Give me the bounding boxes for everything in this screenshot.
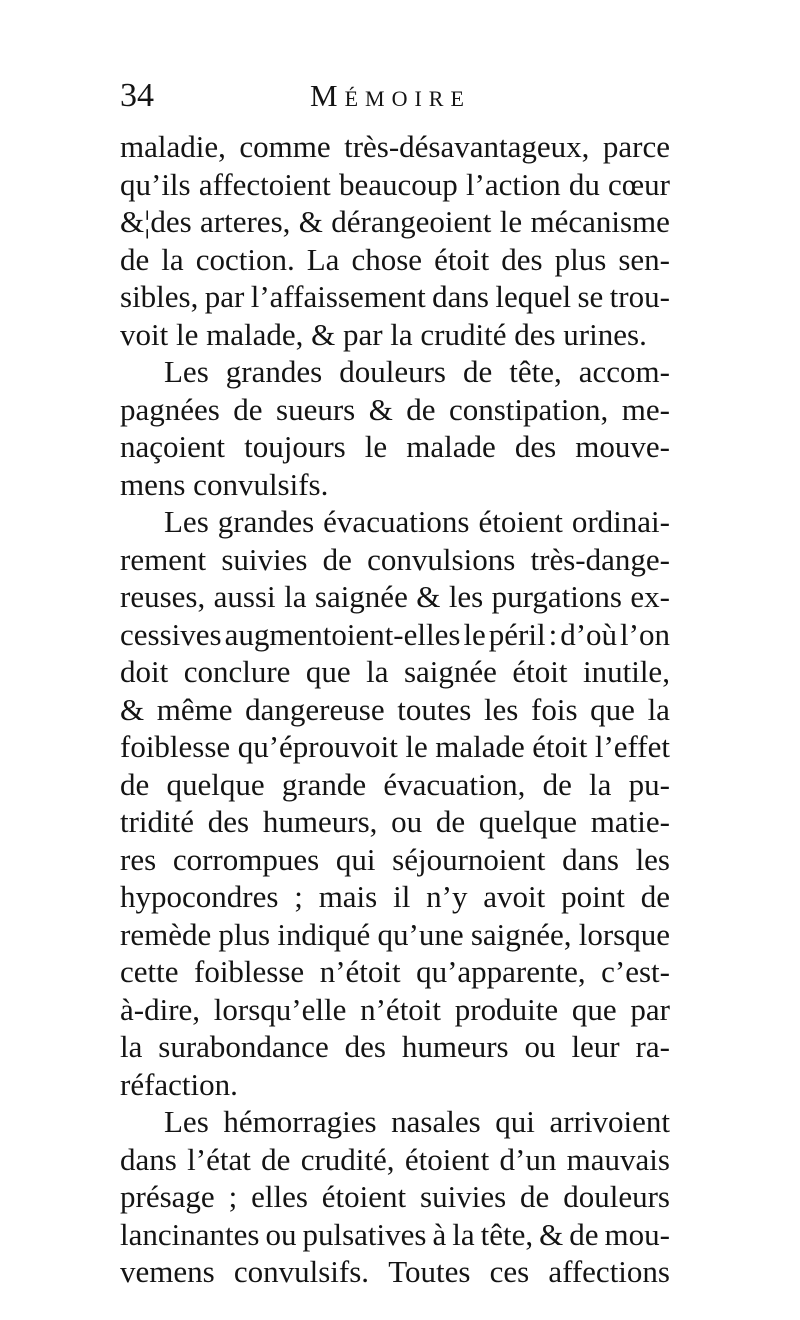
text-line: tridité des humeurs, ou de quelque matie-	[120, 804, 670, 839]
text-line: naçoient toujours le malade des mouve-	[120, 429, 670, 464]
text-line: réfaction.	[120, 1066, 238, 1102]
page-header	[120, 76, 680, 120]
text-line: &¦des arteres, & dérangeoient le mécanisme	[120, 204, 670, 239]
paragraph	[120, 503, 680, 1103]
text-line: pagnées de sueurs & de constipation, me-	[120, 391, 670, 427]
body-text	[120, 128, 680, 1291]
text-line: de quelque grande évacuation, de la pu-	[120, 766, 670, 802]
text-line: mens convulsifs.	[120, 466, 329, 502]
text-line: Les grandes évacuations étoient ordinai-	[164, 504, 670, 539]
text-line: maladie, comme très-désavantageux, parce	[120, 129, 670, 164]
text-line: remède plus indiqué qu’une saignée, lorsque	[120, 916, 670, 952]
text-line: lancinantes ou pulsatives à la tête, & de mou-	[120, 1216, 670, 1252]
text-line: dans l’état de crudité, étoient d’un mauvais	[120, 1141, 670, 1177]
text-line: présage ; elles étoient suivies de douleurs	[120, 1179, 670, 1214]
text-line: sibles, par l’affaissement dans lequel se trou-	[120, 279, 670, 314]
paragraph	[120, 353, 680, 503]
text-line: cessives augmentoient-elles le péril : d’où l’on	[120, 616, 670, 652]
text-line: de la coction. La chose étoit des plus sen-	[120, 241, 670, 277]
paragraph	[120, 128, 680, 353]
text-line: vemens convulsifs. Toutes ces affections	[120, 1254, 670, 1289]
text-line: doit conclure que la saignée étoit inutile,	[120, 654, 670, 689]
text-line: Les hémorragies nasales qui arrivoient	[164, 1104, 670, 1139]
text-line: la surabondance des humeurs ou leur ra-	[120, 1029, 670, 1064]
text-line: hypocondres ; mais il n’y avoit point de	[120, 879, 670, 914]
text-line: qu’ils affectoient beaucoup l’action du cœur	[120, 166, 670, 202]
running-title: Mémoire	[310, 78, 471, 113]
paragraph	[120, 1103, 680, 1291]
text-line: à-dire, lorsqu’elle n’étoit produite que par	[120, 991, 670, 1027]
text-line: voit le malade, & par la crudité des urines.	[120, 316, 647, 352]
text-line: reuses, aussi la saignée & les purgations ex-	[120, 579, 670, 614]
text-line: Les grandes douleurs de tête, accom-	[164, 354, 670, 389]
text-line: & même dangereuse toutes les fois que la	[120, 691, 670, 727]
text-line: rement suivies de convulsions très-dange-	[120, 541, 670, 577]
text-line: foiblesse qu’éprouvoit le malade étoit l’effet	[120, 729, 670, 764]
text-line: cette foiblesse n’étoit qu’apparente, c’est-	[120, 954, 670, 989]
text-line: res corrompues qui séjournoient dans les	[120, 841, 670, 877]
page-number: 34	[120, 77, 154, 114]
